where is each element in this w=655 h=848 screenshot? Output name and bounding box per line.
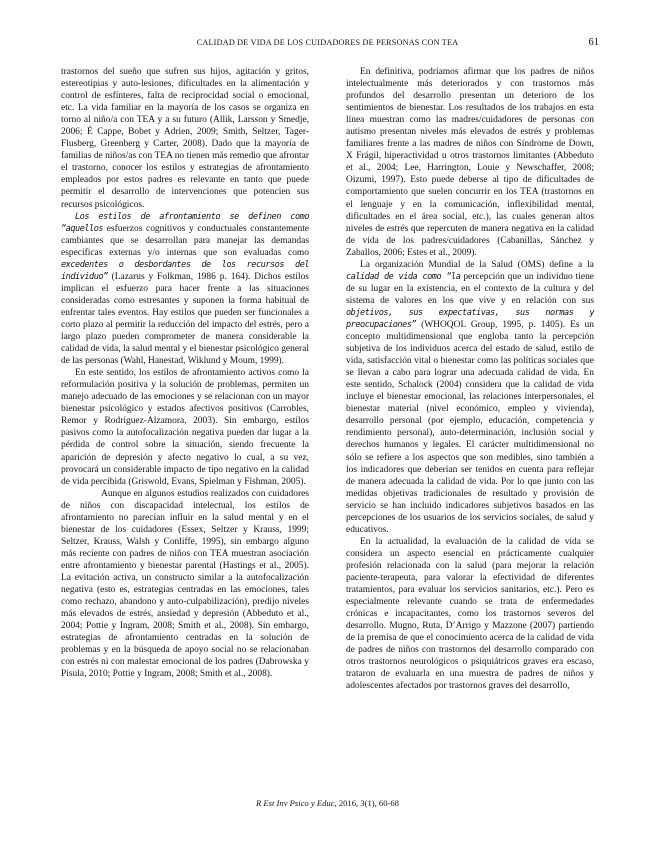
handwritten-text: objetivos, sus expectativas, sus normas y preocupaciones” bbox=[346, 307, 594, 330]
paragraph bbox=[346, 259, 594, 536]
journal-footer bbox=[0, 798, 655, 808]
paragraph: En definitiva, podríamos afirmar que los padres de niños intelectualmente más deteriorados y con trastornos más profundos del desarrollo presentan un deterioro de los sentimientos de bienestar. Los resultados de los trabajos en esta línea muestran como las madres/cuidadores de personas con autismo presentan niveles más elevados de estrés y problemas familiares frente a las madres de niños con Síndrome de Down, X Frágil, hiperactividad u otros trastornos limitantes (Abbeduto et al., 2004; Lee, Harrington, Louie y Newschaffer, 2008; Oizumi, 1997). Esto puede deberse al tipo de dificultades de comportamiento que suelen concurrir en los TEA (trastornos en el lenguaje y en la comunicación, inflexibilidad mental, dificultades en el área social, etc.), las cuales generan altos niveles de estrés que repercuten de manera negativa en la calidad de vida de los padres/cuidadores (Cabanillas, Sánchez y Zaballos, 2006; Estes et al., 2009). bbox=[346, 67, 594, 258]
handwritten-text: Los estilos de afrontamiento se definen como “aquellos bbox=[61, 211, 309, 234]
text-span: (Lazarus y Folkman, 1986 p. 164). Dichos estilos implican el esfuerzo para hacer frente a las situaciones consideradas como estresantes y suponen la forma habitual de enfrentar tales eventos. Hay estilos que pueden ser funcionales a corto plazo al permitir la reducción del impacto del estrés, pero a largo plazo pueden comprometer de manera considerable la calidad de vida, la salud mental y el bienestar psicológico general de las personas (Wahl, Hanestad, Wiklund y Moum, 1999). bbox=[61, 271, 309, 367]
text-span: La organización Mundial de la Salud (OMS) define a la bbox=[360, 259, 594, 270]
paragraph: Aunque en algunos estudios realizados con cuidadores de niños con discapacidad intelectual, los estilos de afrontamiento no parecían influir en la salud mental y en el bienestar de los cuidadores (Essex, Seltzer y Krauss, 1999; Seltzer, Krauss, Walsh y Conliffe, 1995), sin embargo alguno más reciente con padres de niños con TEA muestran asociación entre afrontamiento y bienestar parental (Hastings et al., 2005). La evitación activa, un constructo similar a la autofocalización negativa (esto es, estrategias centradas en las emociones, tales como rechazo, abandono y auto-culpabilización), predijo niveles más elevados de estrés, ansiedad y depresión (Abbeduto et al., 2004; Pottie y Ingram, 2008; Smith et al., 2008). Sin embargo, estrategias de afrontamiento centradas en la solución de problemas y en la búsqueda de apoyo social no se relacionaban con estrés ni con malestar emocional de los padres (Dabrowska y Pisula, 2010; Pottie y Ingram, 2008; Smith et al., 2008). bbox=[61, 488, 309, 680]
running-title: CALIDAD DE VIDA DE LOS CUIDADORES DE PERSONAS CON TEA bbox=[196, 38, 459, 47]
text-span: (WHOQOL Group, 1995, p. 1405). Es un concepto multidimensional que engloba tanto la percepción subjetiva de los individuos acerca del estado de salud, estilo de vida, satisfacción vital o bienestar como las políticas sociales que se llevan a cabo para lograr una adecuada calidad de vida. En este sentido, Schalock (2004) considera que la calidad de vida incluye el bienestar emocional, las relaciones interpersonales, el bienestar material (nivel económico, empleo y vivienda), desarrollo personal (por ejemplo, educación, competencia y rendimiento personal), auto-determinación, inclusión social y derechos humanos y legales. El carácter multidimensional no sólo se refiere a los aspectos que son medibles, sino también a los indicadores que deberían ser tenidos en cuenta para reflejar de manera adecuada la calidad de vida. Por lo que junto con las medidas objetivas tradicionales de resultado y provisión de servicio se han incluido indicadores subjetivos basados en las percepciones de los usuarios de los servicios sociales, de salud y educativos. bbox=[346, 319, 594, 535]
text-span: percepción que un individuo tiene de su lugar en la existencia, en el contexto de la cultura y del sistema de valores en los que vive y en relación con sus bbox=[346, 271, 594, 306]
paragraph: En la actualidad, la evaluación de la calidad de vida se considera un aspecto esencial en prácticamente cualquier profesión relacionada con la salud (para mejorar la relación paciente-terapeuta, para valorar la efectividad de diferentes tratamientos, para evaluar los servicios sanitarios, etc.). Pero es especialmente relevante cuando se trata de enfermedades crónicas e incapacitantes, como los trastornos severos del desarrollo. Mugno, Ruta, D’Arrigo y Mazzone (2007) partiendo de la premisa de que el conocimiento acerca de la calidad de vida de padres de niños con trastornos del desarrollo comparado con otros trastornos neurológicos o psiquiátricos graves era escaso, trataron de evaluarla en una muestra de padres de niños y adolescentes afectados por trastornos graves del desarrollo, bbox=[346, 536, 594, 692]
paragraph bbox=[61, 211, 309, 368]
text-span: esfuerzos cognitivos y conductuales constantemente cambiantes que se desarrollan para manejar las demandas específicas externas y/o internas que son evaluadas como bbox=[61, 223, 309, 258]
paragraph: trastornos del sueño que sufren sus hijos, agitación y gritos, estereotipias y auto-lesiones, dificultades en la alimentación y control de esfínteres, falta de reciprocidad social o emocional, etc. La vida familiar en la mayoría de los casos se organiza en torno al niño/a con TEA y a su futuro (Allik, Larsson y Smedje, 2006; É Cappe, Bobet y Adrien, 2009; Smith, Seltzer, Tager-Flusberg, Greenberg y Carter, 2008). Dado que la mayoría de familias de niños/as con TEA no tienen más remedio que afrontar el trastorno, conocer los estilos y estrategias de afrontamiento empleados por estos padres es relevante en tanto que puede permitir el desarrollo de intervenciones que potencien sus recursos psicológicos. bbox=[61, 67, 309, 210]
running-header bbox=[0, 38, 655, 52]
paragraph: En este sentido, los estilos de afrontamiento activos como la reformulación positiva y la solución de problemas, permiten un manejo adecuado de las emociones y se relacionan con un mayor bienestar psicológico y estados afectivos positivos (Carrobles, Remor y Rodríguez-Alzamora, 2003). Sin embargo, estilos pasivos como la autofocalización negativa pueden dar lugar a la pérdida de control sobre la situación, siendo frecuente la aparición de depresión y afecto negativo lo cual, a su vez, provocará un considerable impacto de tipo negativo en la calidad de vida percibida (Griswold, Evans, Spielman y Fishman, 2005). bbox=[61, 368, 309, 487]
journal-name: R Est Inv Psico y Educ bbox=[256, 798, 335, 808]
right-column bbox=[346, 66, 594, 692]
handwritten-text: excedentes o desbordantes de los recursos del individuo” bbox=[61, 259, 309, 282]
left-column bbox=[61, 66, 309, 680]
handwritten-text: calidad de vida como “la bbox=[346, 271, 461, 282]
journal-citation: , 2016, 3(1), 60-68 bbox=[334, 798, 399, 808]
page-number: 61 bbox=[588, 37, 599, 48]
